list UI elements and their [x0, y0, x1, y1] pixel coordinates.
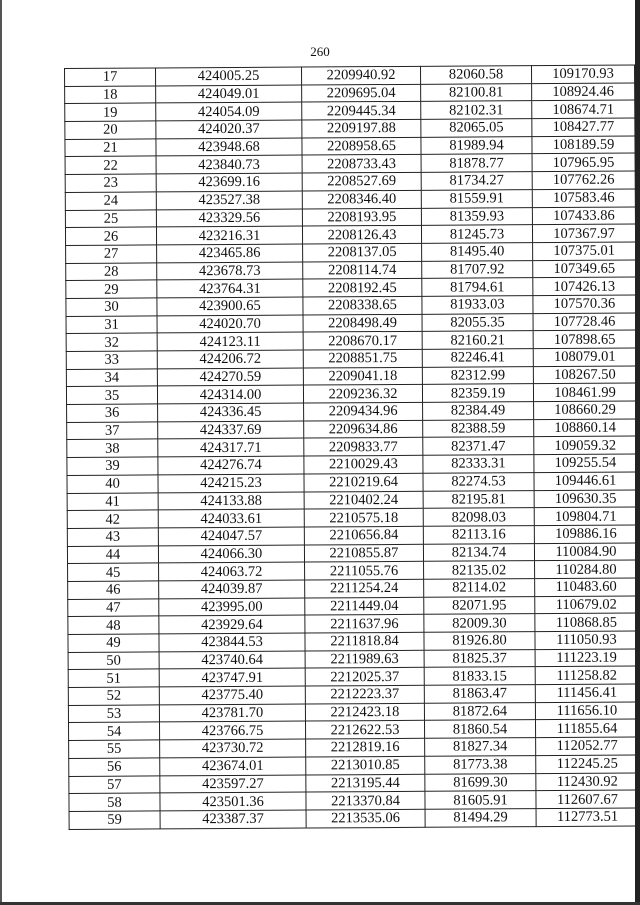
- x-coordinate-cell: 424133.88: [158, 492, 304, 511]
- point-number-cell: 44: [67, 545, 158, 563]
- x-coordinate-cell: 424005.25: [156, 67, 302, 86]
- y-coordinate-cell: 2212819.16: [306, 738, 425, 756]
- local-y-cell: 108660.29: [534, 401, 637, 419]
- local-y-cell: 112430.92: [536, 773, 639, 791]
- local-y-cell: 110084.90: [534, 543, 637, 561]
- local-y-cell: 111050.93: [535, 631, 638, 649]
- x-coordinate-cell: 423465.86: [157, 244, 303, 263]
- point-number-cell: 35: [66, 386, 157, 404]
- y-coordinate-cell: 2210575.18: [304, 509, 423, 527]
- local-y-cell: 108267.50: [533, 366, 636, 384]
- scan-left-edge: [0, 0, 2, 905]
- y-coordinate-cell: 2210029.43: [304, 455, 423, 473]
- y-coordinate-cell: 2211989.63: [305, 650, 424, 668]
- local-y-cell: 108427.77: [532, 118, 635, 136]
- point-number-cell: 28: [66, 262, 157, 280]
- x-coordinate-cell: 424066.30: [158, 545, 304, 564]
- y-coordinate-cell: 2211818.84: [305, 632, 424, 650]
- x-coordinate-cell: 423678.73: [157, 262, 303, 281]
- x-coordinate-cell: 423216.31: [156, 226, 302, 245]
- local-y-cell: 110284.80: [535, 560, 638, 578]
- local-y-cell: 108860.14: [534, 419, 637, 437]
- local-x-cell: 81860.54: [424, 720, 535, 738]
- local-x-cell: 81605.91: [425, 791, 536, 809]
- local-x-cell: 81933.03: [422, 296, 533, 314]
- y-coordinate-cell: 2211055.76: [305, 562, 424, 580]
- local-x-cell: 81495.40: [422, 243, 533, 261]
- y-coordinate-cell: 2210855.87: [304, 544, 423, 562]
- page-number: 260: [310, 44, 330, 59]
- y-coordinate-cell: 2211254.24: [305, 579, 424, 597]
- y-coordinate-cell: 2211637.96: [305, 615, 424, 633]
- y-coordinate-cell: 2212025.37: [305, 668, 424, 686]
- x-coordinate-cell: 424020.37: [156, 120, 302, 139]
- local-y-cell: 109804.71: [534, 507, 637, 525]
- x-coordinate-cell: 424215.23: [158, 474, 304, 493]
- y-coordinate-cell: 2212223.37: [305, 685, 424, 703]
- local-y-cell: 109170.93: [531, 65, 634, 83]
- local-y-cell: 107375.01: [533, 242, 636, 260]
- point-number-cell: 48: [68, 616, 159, 634]
- y-coordinate-cell: 2208851.75: [303, 349, 422, 367]
- local-x-cell: 82160.21: [422, 331, 533, 349]
- y-coordinate-cell: 2208192.45: [303, 279, 422, 297]
- y-coordinate-cell: 2208733.43: [302, 155, 421, 173]
- coordinates-table: [64, 65, 640, 830]
- x-coordinate-cell: 423597.27: [160, 775, 306, 794]
- local-y-cell: 107349.65: [533, 260, 636, 278]
- local-x-cell: 82274.53: [423, 472, 534, 490]
- local-x-cell: 81794.61: [422, 278, 533, 296]
- local-y-cell: 107728.46: [533, 313, 636, 331]
- local-y-cell: 108674.71: [532, 100, 635, 118]
- y-coordinate-cell: 2209445.34: [302, 102, 421, 120]
- point-number-cell: 56: [69, 758, 160, 776]
- y-coordinate-cell: 2209634.86: [304, 420, 423, 438]
- y-coordinate-cell: 2209695.04: [302, 84, 421, 102]
- local-y-cell: 107426.13: [533, 277, 636, 295]
- local-x-cell: 81707.92: [422, 260, 533, 278]
- x-coordinate-cell: 424054.09: [156, 102, 302, 121]
- y-coordinate-cell: 2210402.24: [304, 491, 423, 509]
- point-number-cell: 42: [67, 510, 158, 528]
- x-coordinate-cell: 424063.72: [159, 562, 305, 581]
- local-x-cell: 81989.94: [421, 136, 532, 154]
- x-coordinate-cell: 423730.72: [160, 739, 306, 758]
- y-coordinate-cell: 2208346.40: [302, 190, 421, 208]
- local-x-cell: 81872.64: [424, 702, 535, 720]
- local-x-cell: 82246.41: [422, 349, 533, 367]
- point-number-cell: 43: [67, 528, 158, 546]
- local-x-cell: 81863.47: [424, 685, 535, 703]
- point-number-cell: 18: [65, 86, 156, 104]
- point-number-cell: 50: [68, 652, 159, 670]
- point-number-cell: 22: [65, 156, 156, 174]
- point-number-cell: 46: [68, 581, 159, 599]
- local-x-cell: 81926.80: [424, 632, 535, 650]
- local-x-cell: 82055.35: [422, 313, 533, 331]
- x-coordinate-cell: 424039.87: [159, 580, 305, 599]
- y-coordinate-cell: 2213195.44: [306, 774, 425, 792]
- local-x-cell: 81359.93: [421, 207, 532, 225]
- x-coordinate-cell: 423329.56: [156, 209, 302, 228]
- point-number-cell: 21: [65, 139, 156, 157]
- local-y-cell: 110679.02: [535, 596, 638, 614]
- y-coordinate-cell: 2209434.96: [304, 402, 423, 420]
- x-coordinate-cell: 424047.57: [158, 527, 304, 546]
- local-x-cell: 81825.37: [424, 649, 535, 667]
- x-coordinate-cell: 423948.68: [156, 138, 302, 157]
- y-coordinate-cell: 2208498.49: [303, 314, 422, 332]
- y-coordinate-cell: 2208670.17: [303, 332, 422, 350]
- local-x-cell: 82359.19: [422, 384, 533, 402]
- local-y-cell: 107965.95: [532, 153, 635, 171]
- local-x-cell: 82384.49: [423, 402, 534, 420]
- local-x-cell: 82071.95: [424, 596, 535, 614]
- x-coordinate-cell: 423995.00: [159, 598, 305, 617]
- point-number-cell: 53: [68, 705, 159, 723]
- x-coordinate-cell: 424020.70: [157, 315, 303, 334]
- local-y-cell: 107367.97: [532, 224, 635, 242]
- point-number-cell: 27: [66, 245, 157, 263]
- local-y-cell: 107762.26: [532, 171, 635, 189]
- x-coordinate-cell: 423929.64: [159, 615, 305, 634]
- x-coordinate-cell: 423674.01: [160, 757, 306, 776]
- local-x-cell: 81734.27: [421, 172, 532, 190]
- coordinates-table-body: [65, 65, 640, 829]
- local-x-cell: 81245.73: [421, 225, 532, 243]
- x-coordinate-cell: 424049.01: [156, 85, 302, 104]
- y-coordinate-cell: 2208114.74: [303, 261, 422, 279]
- local-x-cell: 82333.31: [423, 455, 534, 473]
- y-coordinate-cell: 2209833.77: [304, 438, 423, 456]
- x-coordinate-cell: 423699.16: [156, 173, 302, 192]
- point-number-cell: 32: [66, 333, 157, 351]
- local-x-cell: 82100.81: [421, 83, 532, 101]
- point-number-cell: 19: [65, 103, 156, 121]
- point-number-cell: 31: [66, 316, 157, 334]
- point-number-cell: 52: [68, 687, 159, 705]
- local-x-cell: 82312.99: [422, 366, 533, 384]
- local-x-cell: 81773.38: [425, 755, 536, 773]
- local-x-cell: 82102.31: [421, 101, 532, 119]
- point-number-cell: 47: [68, 599, 159, 617]
- local-y-cell: 109255.54: [534, 454, 637, 472]
- point-number-cell: 40: [67, 475, 158, 493]
- local-y-cell: 110868.85: [535, 613, 638, 631]
- point-number-cell: 23: [65, 174, 156, 192]
- point-number-cell: 17: [65, 68, 156, 86]
- y-coordinate-cell: 2209940.92: [301, 66, 420, 84]
- local-y-cell: 111258.82: [535, 666, 638, 684]
- local-x-cell: 82114.02: [424, 579, 535, 597]
- point-number-cell: 30: [66, 298, 157, 316]
- point-number-cell: 45: [68, 563, 159, 581]
- x-coordinate-cell: 424123.11: [157, 332, 303, 351]
- local-x-cell: 82065.05: [421, 119, 532, 137]
- point-number-cell: 51: [68, 669, 159, 687]
- local-x-cell: 82371.47: [423, 437, 534, 455]
- y-coordinate-cell: 2208126.43: [302, 226, 421, 244]
- x-coordinate-cell: 423527.38: [156, 191, 302, 210]
- local-y-cell: 111223.19: [535, 649, 638, 667]
- local-y-cell: 107583.46: [532, 189, 635, 207]
- y-coordinate-cell: 2208958.65: [302, 137, 421, 155]
- point-number-cell: 29: [66, 280, 157, 298]
- x-coordinate-cell: 423844.53: [159, 633, 305, 652]
- local-x-cell: 82134.74: [423, 543, 534, 561]
- x-coordinate-cell: 423501.36: [160, 792, 306, 811]
- point-number-cell: 59: [69, 811, 160, 829]
- x-coordinate-cell: 424336.45: [158, 403, 304, 422]
- y-coordinate-cell: 2208527.69: [302, 172, 421, 190]
- point-number-cell: 55: [69, 740, 160, 758]
- local-y-cell: 112245.25: [536, 755, 639, 773]
- y-coordinate-cell: 2212622.53: [305, 721, 424, 739]
- point-number-cell: 20: [65, 121, 156, 139]
- point-number-cell: 33: [66, 351, 157, 369]
- x-coordinate-cell: 424314.00: [157, 385, 303, 404]
- local-x-cell: 82098.03: [423, 508, 534, 526]
- point-number-cell: 38: [67, 439, 158, 457]
- x-coordinate-cell: 423840.73: [156, 155, 302, 174]
- y-coordinate-cell: 2210656.84: [304, 526, 423, 544]
- x-coordinate-cell: 424317.71: [158, 438, 304, 457]
- local-y-cell: 107898.65: [533, 330, 636, 348]
- point-number-cell: 37: [67, 422, 158, 440]
- local-y-cell: 107570.36: [533, 295, 636, 313]
- local-y-cell: 112052.77: [536, 737, 639, 755]
- local-y-cell: 112773.51: [536, 808, 639, 826]
- y-coordinate-cell: 2210219.64: [304, 473, 423, 491]
- local-x-cell: 81559.91: [421, 189, 532, 207]
- local-y-cell: 111855.64: [535, 719, 638, 737]
- local-y-cell: 109630.35: [534, 490, 637, 508]
- table-row: [69, 808, 639, 829]
- x-coordinate-cell: 423766.75: [159, 721, 305, 740]
- local-y-cell: 108461.99: [533, 383, 636, 401]
- local-y-cell: 108079.01: [533, 348, 636, 366]
- point-number-cell: 49: [68, 634, 159, 652]
- local-x-cell: 82009.30: [424, 614, 535, 632]
- y-coordinate-cell: 2208137.05: [303, 243, 422, 261]
- local-x-cell: 82060.58: [420, 66, 531, 84]
- point-number-cell: 39: [67, 457, 158, 475]
- point-number-cell: 25: [65, 209, 156, 227]
- local-y-cell: 111656.10: [535, 702, 638, 720]
- x-coordinate-cell: 423900.65: [157, 297, 303, 316]
- y-coordinate-cell: 2213370.84: [306, 791, 425, 809]
- local-x-cell: 81878.77: [421, 154, 532, 172]
- local-y-cell: 107433.86: [532, 207, 635, 225]
- local-x-cell: 81494.29: [425, 809, 536, 827]
- x-coordinate-cell: 423775.40: [159, 686, 305, 705]
- x-coordinate-cell: 423747.91: [159, 668, 305, 687]
- y-coordinate-cell: 2213010.85: [306, 756, 425, 774]
- local-x-cell: 81827.34: [425, 738, 536, 756]
- local-y-cell: 109059.32: [534, 436, 637, 454]
- local-y-cell: 110483.60: [535, 578, 638, 596]
- local-x-cell: 82135.02: [424, 561, 535, 579]
- y-coordinate-cell: 2208193.95: [302, 208, 421, 226]
- y-coordinate-cell: 2213535.06: [306, 809, 425, 827]
- x-coordinate-cell: 423764.31: [157, 279, 303, 298]
- local-y-cell: 108189.59: [532, 136, 635, 154]
- y-coordinate-cell: 2209236.32: [303, 385, 422, 403]
- local-y-cell: 112607.67: [536, 790, 639, 808]
- local-y-cell: 108924.46: [532, 83, 635, 101]
- local-x-cell: 82195.81: [423, 490, 534, 508]
- point-number-cell: 58: [69, 793, 160, 811]
- point-number-cell: 54: [69, 722, 160, 740]
- point-number-cell: 24: [65, 192, 156, 210]
- local-x-cell: 81699.30: [425, 773, 536, 791]
- x-coordinate-cell: 423781.70: [159, 704, 305, 723]
- y-coordinate-cell: 2208338.65: [303, 296, 422, 314]
- point-number-cell: 57: [69, 775, 160, 793]
- point-number-cell: 41: [67, 492, 158, 510]
- point-number-cell: 26: [65, 227, 156, 245]
- local-x-cell: 82388.59: [423, 419, 534, 437]
- local-y-cell: 111456.41: [535, 684, 638, 702]
- local-y-cell: 109886.16: [534, 525, 637, 543]
- point-number-cell: 36: [67, 404, 158, 422]
- y-coordinate-cell: 2212423.18: [305, 703, 424, 721]
- x-coordinate-cell: 423387.37: [160, 810, 306, 829]
- y-coordinate-cell: 2209197.88: [302, 119, 421, 137]
- x-coordinate-cell: 424276.74: [158, 456, 304, 475]
- x-coordinate-cell: 423740.64: [159, 651, 305, 670]
- point-number-cell: 34: [66, 369, 157, 387]
- y-coordinate-cell: 2209041.18: [303, 367, 422, 385]
- x-coordinate-cell: 424206.72: [157, 350, 303, 369]
- x-coordinate-cell: 424337.69: [158, 421, 304, 440]
- y-coordinate-cell: 2211449.04: [305, 597, 424, 615]
- local-y-cell: 109446.61: [534, 472, 637, 490]
- x-coordinate-cell: 424033.61: [158, 509, 304, 528]
- x-coordinate-cell: 424270.59: [157, 368, 303, 387]
- local-x-cell: 82113.16: [423, 526, 534, 544]
- local-x-cell: 81833.15: [424, 667, 535, 685]
